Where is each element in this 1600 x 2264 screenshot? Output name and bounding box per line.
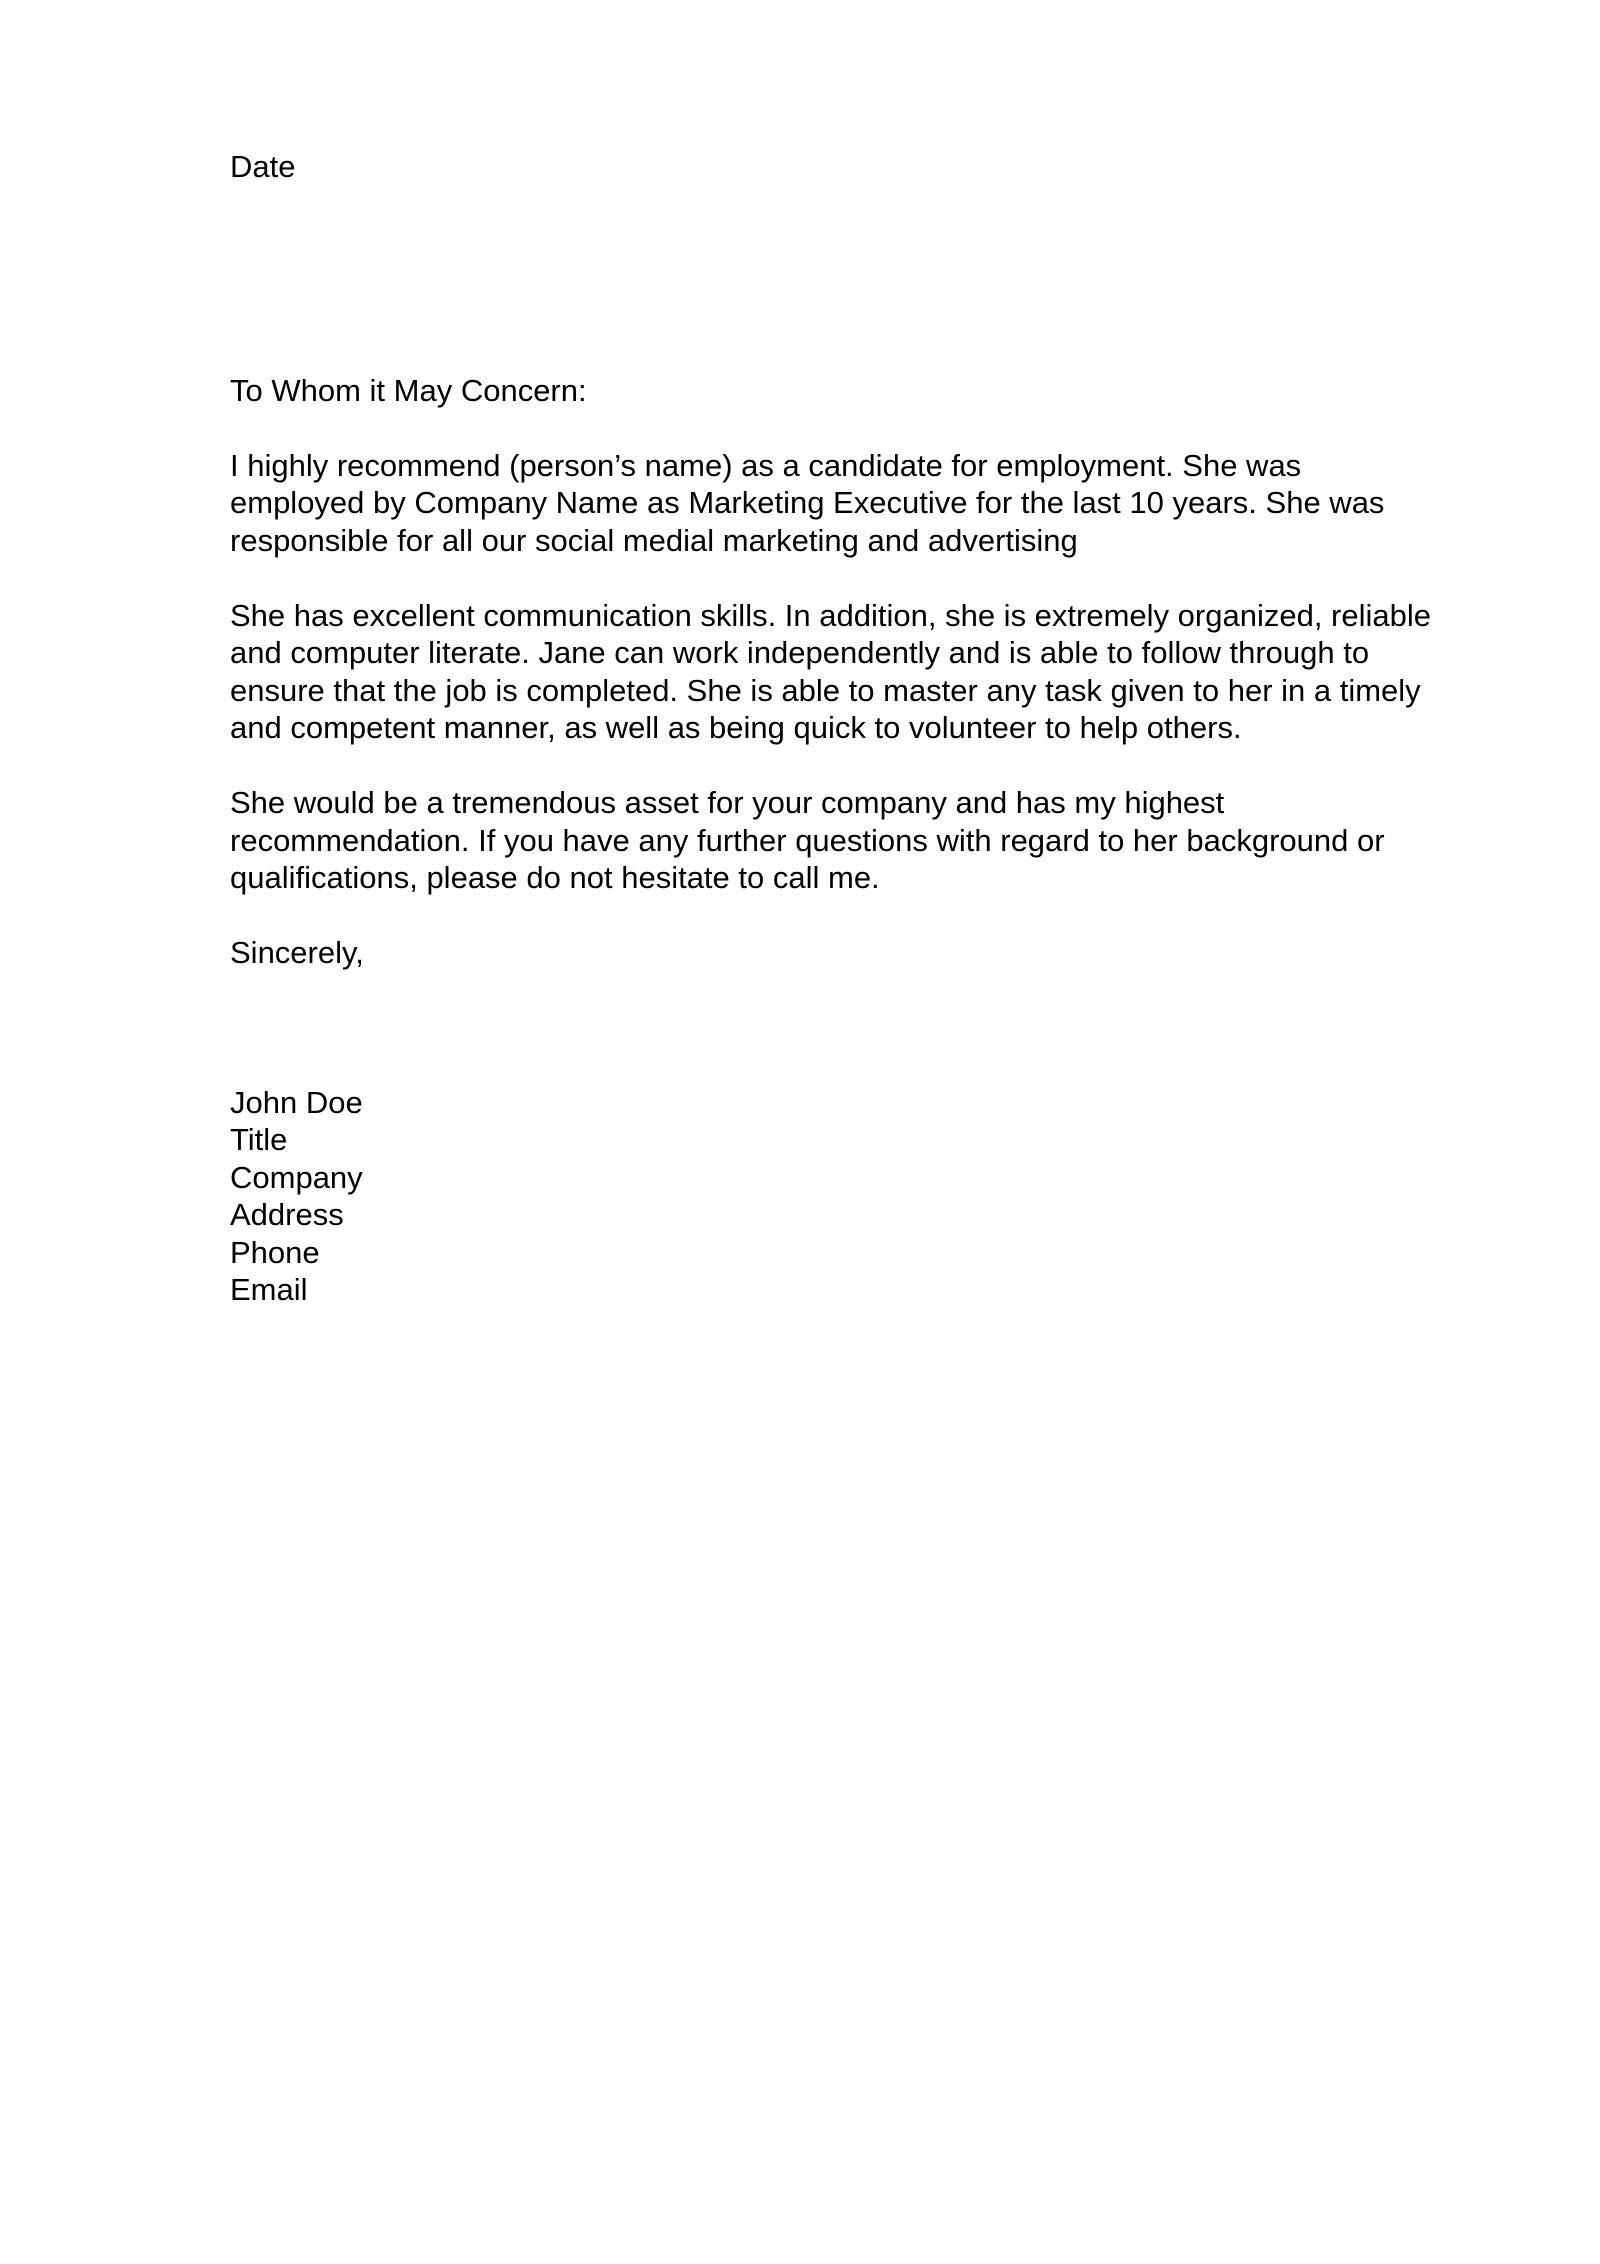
paragraph-line: employed by Company Name as Marketing Executive for the last 10 years. She was [230,485,1385,520]
paragraph-line: recommendation. If you have any further questions with regard to her background or [230,822,1385,858]
paragraph-line: She would be a tremendous asset for your company and has my highest [230,785,1225,820]
signer-title: Title [230,1122,288,1157]
body-paragraph-1 [230,447,1510,560]
letter-date: Date [230,149,296,184]
signer-email: Email [230,1272,308,1307]
paragraph-line: and computer literate. Jane can work independently and is able to follow through to [230,635,1370,670]
letter-closing: Sincerely, [230,935,364,970]
body-paragraph-3 [230,784,1510,897]
signer-address: Address [230,1197,344,1232]
paragraph-line: and competent manner, as well as being quick to volunteer to help others. [230,710,1242,745]
paragraph-line: I highly recommend (person’s name) as a candidate for employment. She was [230,447,1302,483]
recommendation-letter [230,148,1510,1309]
signer-phone: Phone [230,1234,320,1270]
paragraph-line: responsible for all our social medial marketing and advertising [230,522,1078,558]
body-paragraph-2 [230,597,1510,747]
paragraph-line: qualifications, please do not hesitate to call me. [230,860,880,895]
paragraph-line: ensure that the job is completed. She is able to master any task given to her in a timely [230,672,1421,708]
signer-name: John Doe [230,1084,363,1120]
signer-company: Company [230,1159,363,1195]
signature-block [230,1084,1510,1309]
paragraph-line: She has excellent communication skills. In addition, she is extremely organized, reliable [230,597,1431,633]
letter-salutation: To Whom it May Concern: [230,372,587,408]
